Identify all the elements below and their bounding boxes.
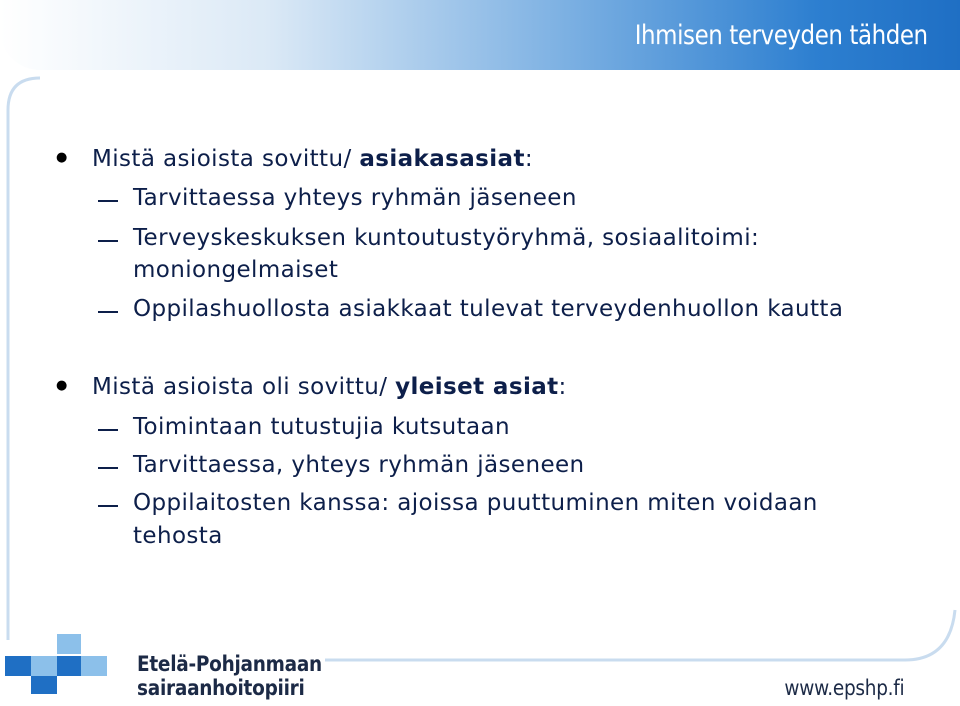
dash-icon [98,429,118,431]
list-item: Toimintaan tutustujia kutsutaan [133,414,510,440]
organization-name-line2: sairaanhoitopiiri [137,676,305,700]
website-url[interactable]: www.epshp.fi [783,676,904,700]
dash-icon [98,200,118,202]
list-item-continuation: moniongelmaiset [133,257,339,283]
section-heading-asiakasasiat: Mistä asioista sovittu/ asiakasasiat: [92,146,533,172]
list-item-continuation: tehosta [133,523,223,549]
epshp-logo-icon [0,630,120,700]
list-item: Oppilaitosten kanssa: ajoissa puuttuminen miten voidaan [133,490,818,516]
list-item: Tarvittaessa, yhteys ryhmän jäseneen [133,452,585,478]
dash-icon [98,505,118,507]
dash-icon [98,240,118,242]
list-item: Terveyskeskuksen kuntoutustyöryhmä, sosiaalitoimi: [133,225,760,251]
dash-icon [98,467,118,469]
organization-name-line1: Etelä-Pohjanmaan [137,652,322,676]
header-title: Ihmisen terveyden tähden [635,20,928,51]
bullet-icon: ● [56,150,68,165]
list-item: Tarvittaessa yhteys ryhmän jäseneen [133,185,577,211]
section-heading-yleiset-asiat: Mistä asioista oli sovittu/ yleiset asiat: [92,374,567,400]
list-item: Oppilashuollosta asiakkaat tulevat terveydenhuollon kautta [133,296,844,322]
bullet-icon: ● [56,378,68,393]
dash-icon [98,311,118,313]
